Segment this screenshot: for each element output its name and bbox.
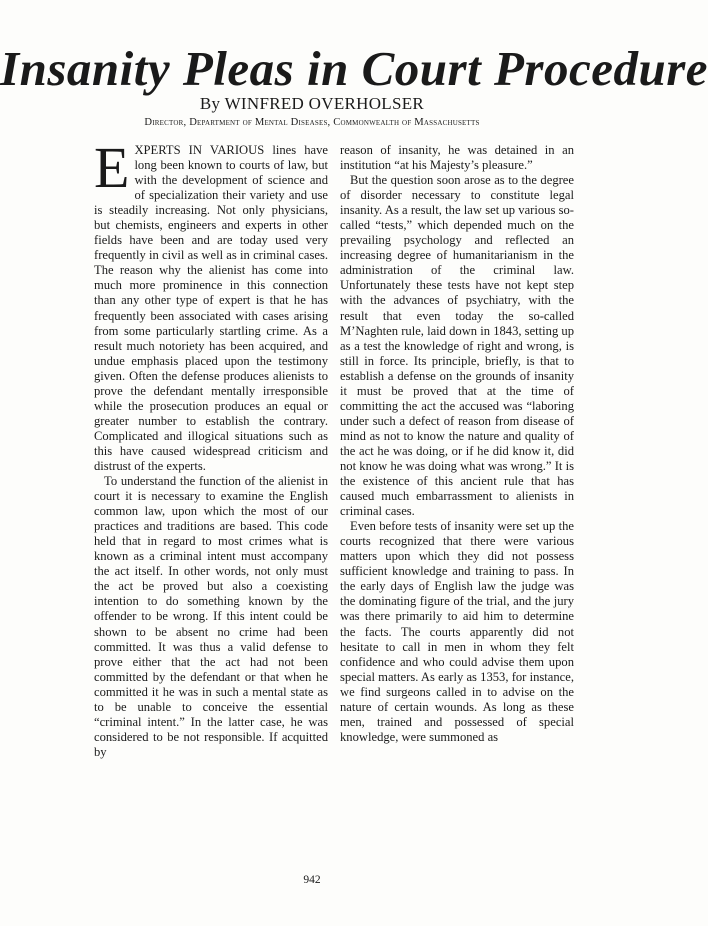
- paragraph: reason of insanity, he was detained in an institution “at his Majesty’s pleasure.”: [340, 143, 574, 173]
- page-number: 942: [303, 874, 321, 886]
- author-affiliation: Director, Department of Mental Diseases, Commonwealth of Massachusetts: [144, 117, 480, 128]
- left-column: [94, 135, 328, 868]
- drop-cap: E: [94, 135, 130, 200]
- right-column: [340, 143, 574, 868]
- article-title: Insanity Pleas in Court Procedure: [0, 41, 708, 96]
- paragraph: [94, 135, 328, 474]
- paragraph: But the question soon arose as to the degree of disorder necessary to constitute legal insanity. As a result, the law set up various so-called “tests,” which depended much on the prevailing psychology and reflected an increasing degree of humanitarianism in the administration of the criminal law. Unfortunately these tests have not kept step with the advances of psychiatry, with the result that even today the so-called M’Naghten rule, laid down in 1843, setting up as a test the knowledge of right and wrong, is still in force. Its principle, briefly, is that to establish a defense on the grounds of insanity it must be proved that at the time of committing the act the accused was “laboring under such a defect of reason from disease of mind as not to know the nature and quality of the act he was doing, or if he did know it, did not know he was doing what was wrong.” It is the existence of this ancient rule that has caused much embarrassment to alienists in criminal cases.: [340, 173, 574, 519]
- paragraph: To understand the function of the alienist in court it is necessary to examine the English common law, upon which the most of our practices and traditions are based. This code held that in regard to most crimes what is known as a criminal intent must accompany the act itself. In other words, not only must the act be proved but also a coexisting intention to do something known by the offender to be wrong. If this intent could be shown to be absent no crime had been committed. It was thus a valid defense to prove either that the act had not been committed by the defendant or that when he committed it he was in such a mental state as to be unable to conceive the essential “criminal intent.” In the latter case, he was considered to be not responsible. If acquitted by: [94, 474, 328, 759]
- paragraph-text: XPERTS IN VARIOUS lines have long been known to courts of law, but with the development of science and of specialization their variety and use is steadily increasing. Not only physicians, but chemists, engineers and experts in other fields have been and are today used very frequently in civil as well as in criminal cases. The reason why the alienist has come into much more prominence in this connection than any other type of expert is that he has frequently been associated with cases arising from some particularly startling crime. As a result much notoriety has been acquired, and undue emphasis placed upon the testimony given. Often the defense produces alienists to prove the defendant mentally irresponsible while the prosecution produces an equal or greater number to establish the contrary. Complicated and illogical situations such as this have caused widespread criticism and distrust of the experts.: [94, 143, 328, 473]
- author-byline: By WINFRED OVERHOLSER: [199, 94, 425, 113]
- paragraph: Even before tests of insanity were set up the courts recognized that there were various matters upon which they did not possess sufficient knowledge and training to pass. In the early days of English law the judge was the dominating figure of the trial, and the jury was there primarily to aid him to determine the facts. The courts apparently did not hesitate to call in men in whom they felt confidence and who could advise them upon special matters. As early as 1353, for instance, we find surgeons called in to advise on the nature of certain wounds. As long as these men, trained and possessed of special knowledge, were summoned as: [340, 519, 574, 744]
